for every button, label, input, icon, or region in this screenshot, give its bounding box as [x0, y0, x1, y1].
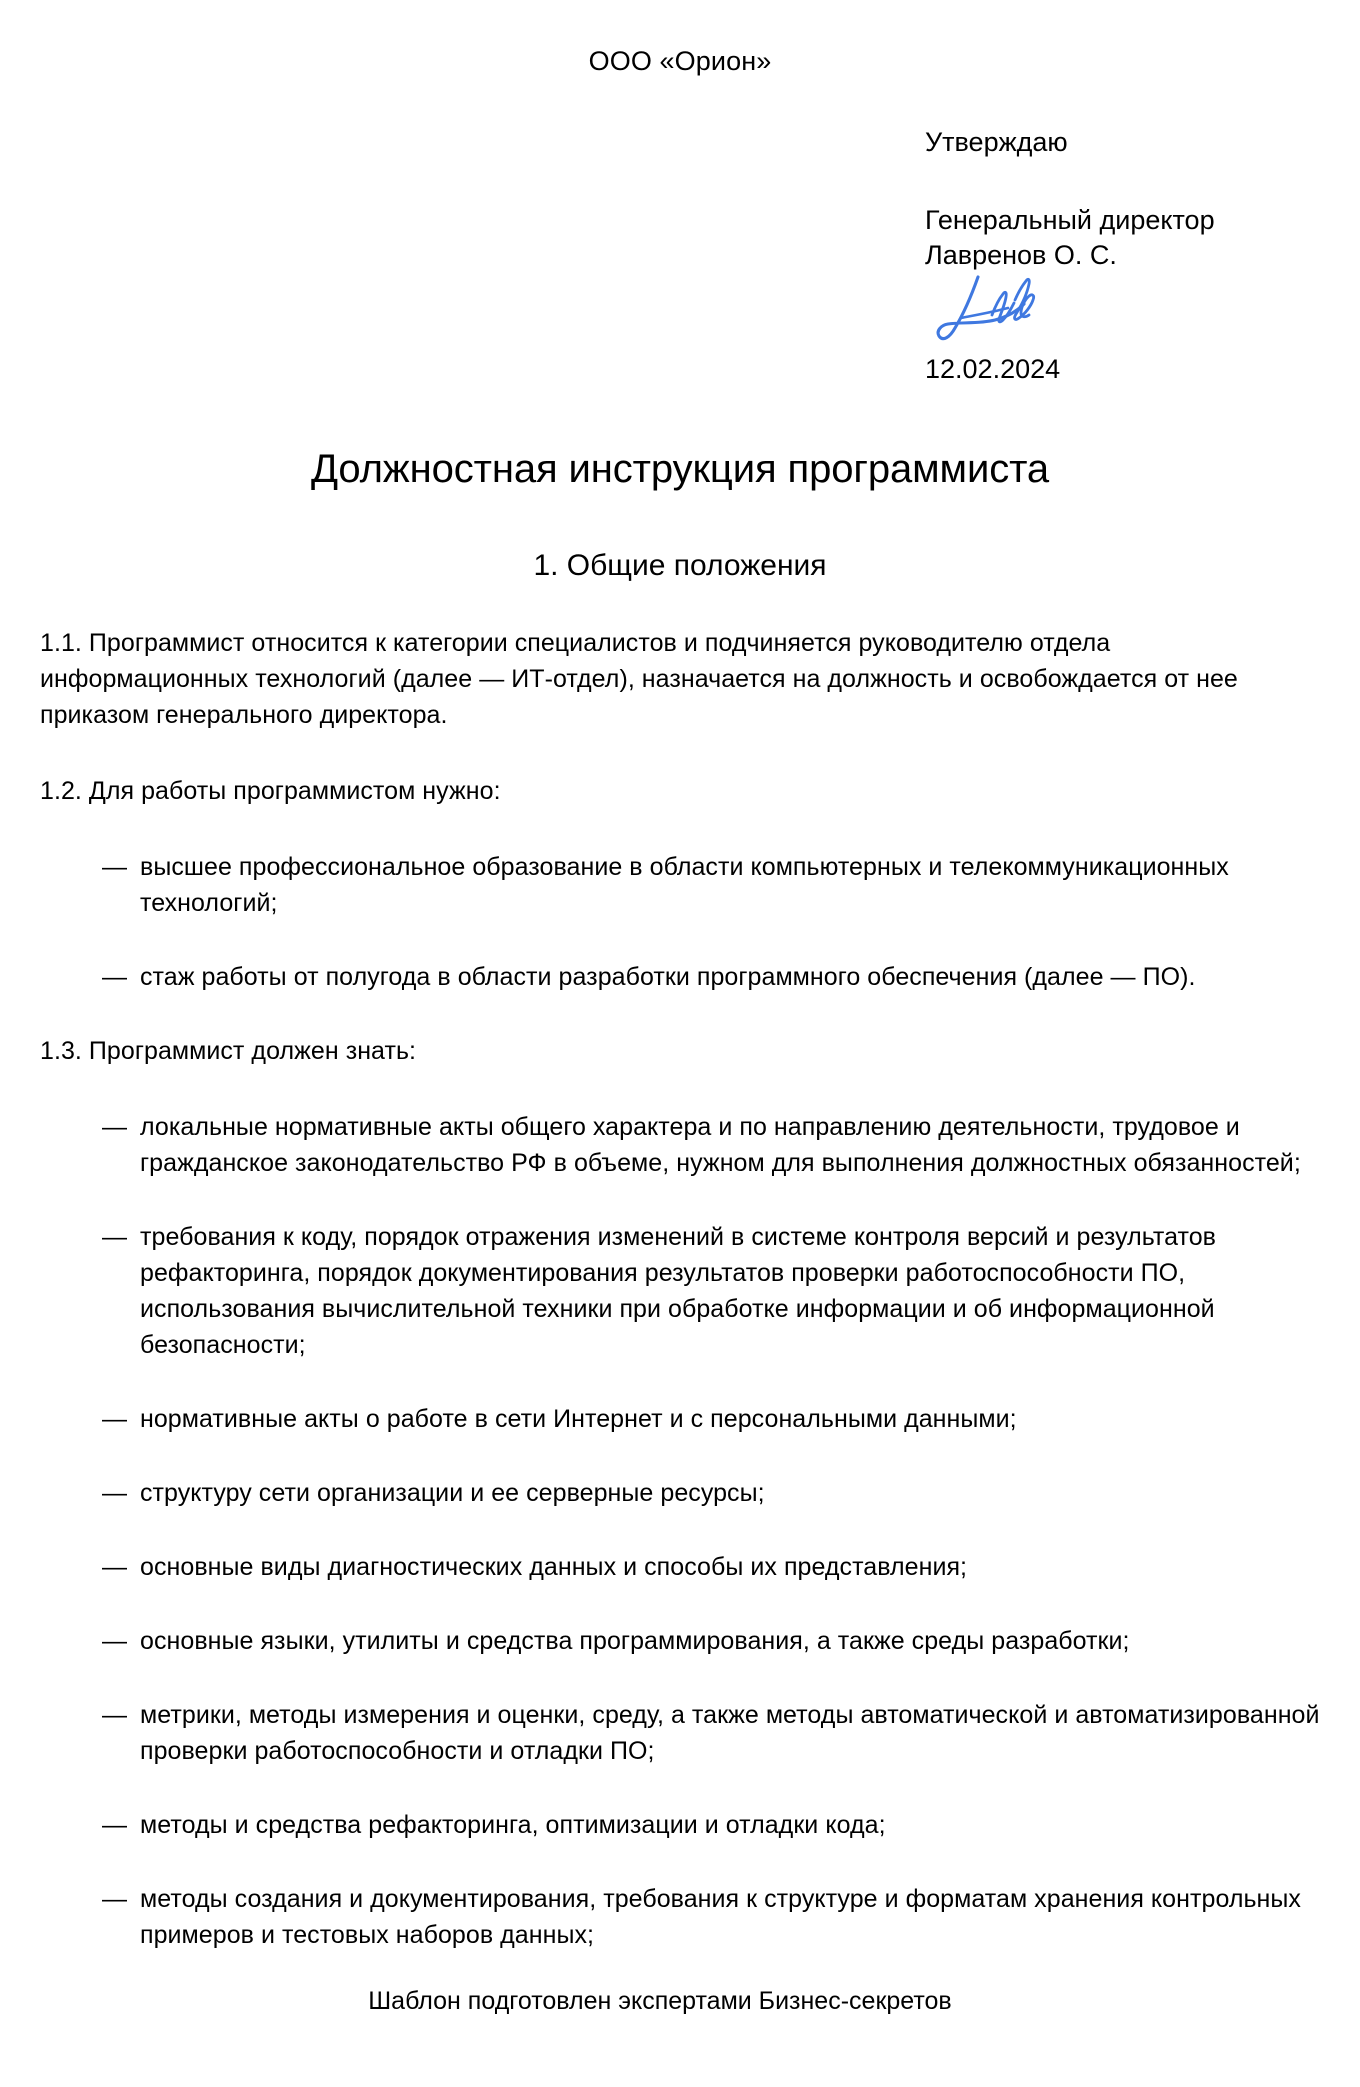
dash-marker: —	[102, 1700, 128, 1729]
list-item	[40, 1109, 1320, 1181]
approver-name: Лавренов О. С.	[925, 240, 1117, 271]
signature-scribble	[931, 276, 1320, 352]
footer-text: Шаблон подготовлен экспертами Бизнес-секретов	[368, 1986, 952, 2015]
dash-marker: —	[102, 1222, 128, 1251]
approval-date: 12.02.2024	[925, 353, 1061, 384]
dash-marker: —	[102, 1478, 128, 1507]
list-item-text: основные языки, утилиты и средства программирования, а также среды разработки;	[140, 1626, 1130, 1655]
list-item	[40, 1219, 1320, 1363]
dash-marker: —	[102, 1112, 128, 1141]
list-item-text: высшее профессиональное образование в области компьютерных и телекоммуникационных технологий;	[140, 852, 1229, 917]
requirements-list	[40, 849, 1320, 995]
document-footer	[0, 1985, 1360, 2018]
dash-marker: —	[102, 1810, 128, 1839]
approver-role: Генеральный директор	[925, 204, 1215, 235]
list-item	[40, 1697, 1320, 1769]
dash-marker: —	[102, 1404, 128, 1433]
list-item-text: методы создания и документирования, требования к структуре и форматам хранения контрольных примеров и тестовых наборов данных;	[140, 1884, 1301, 1949]
clause-1-1: 1.1. Программист относится к категории специалистов и подчиняется руководителю отдела информационных технологий (далее — ИТ-отдел), назначается на должность и освобождается от нее приказом генерального директора.	[40, 628, 1238, 729]
dash-marker: —	[102, 962, 128, 991]
section-title: 1. Общие положения	[533, 548, 827, 582]
list-item	[40, 1623, 1320, 1659]
list-item-text: требования к коду, порядок отражения изменений в системе контроля версий и результатов рефакторинга, порядок документирования результатов проверки работоспособности ПО, использования вычислительной техники при обработке информации и об информационной безопасности;	[140, 1222, 1217, 1359]
dash-marker: —	[102, 852, 128, 881]
list-item	[40, 849, 1320, 921]
document-title: Должностная инструкция программиста	[310, 446, 1050, 491]
dash-marker: —	[102, 1552, 128, 1581]
list-item-text: нормативные акты о работе в сети Интернет и с персональными данными;	[140, 1404, 1017, 1433]
clause-1-3: 1.3. Программист должен знать:	[40, 1036, 417, 1065]
approval-block	[40, 125, 1320, 388]
dash-marker: —	[102, 1626, 128, 1655]
list-item-text: метрики, методы измерения и оценки, среду, а также методы автоматической и автоматизированной проверки работоспособности и отладки ПО;	[140, 1700, 1320, 1765]
list-item	[40, 1881, 1320, 1953]
list-item-text: методы и средства рефакторинга, оптимизации и отладки кода;	[140, 1810, 886, 1839]
list-item	[40, 1549, 1320, 1585]
list-item	[40, 1807, 1320, 1843]
list-item-text: локальные нормативные акты общего характера и по направлению деятельности, трудовое и гражданское законодательство РФ в объеме, нужном для выполнения должностных обязанностей;	[140, 1112, 1301, 1177]
list-item	[40, 959, 1320, 995]
organization-name: ООО «Орион»	[588, 46, 772, 76]
list-item-text: основные виды диагностических данных и способы их представления;	[140, 1552, 968, 1581]
approval-word: Утверждаю	[925, 127, 1068, 158]
list-item-text: структуру сети организации и ее серверные ресурсы;	[140, 1478, 765, 1507]
list-item-text: стаж работы от полугода в области разработки программного обеспечения (далее — ПО).	[140, 962, 1196, 991]
dash-marker: —	[102, 1884, 128, 1913]
list-item	[40, 1475, 1320, 1511]
knowledge-list	[40, 1109, 1320, 1953]
clause-1-2: 1.2. Для работы программистом нужно:	[40, 776, 501, 805]
list-item	[40, 1401, 1320, 1437]
